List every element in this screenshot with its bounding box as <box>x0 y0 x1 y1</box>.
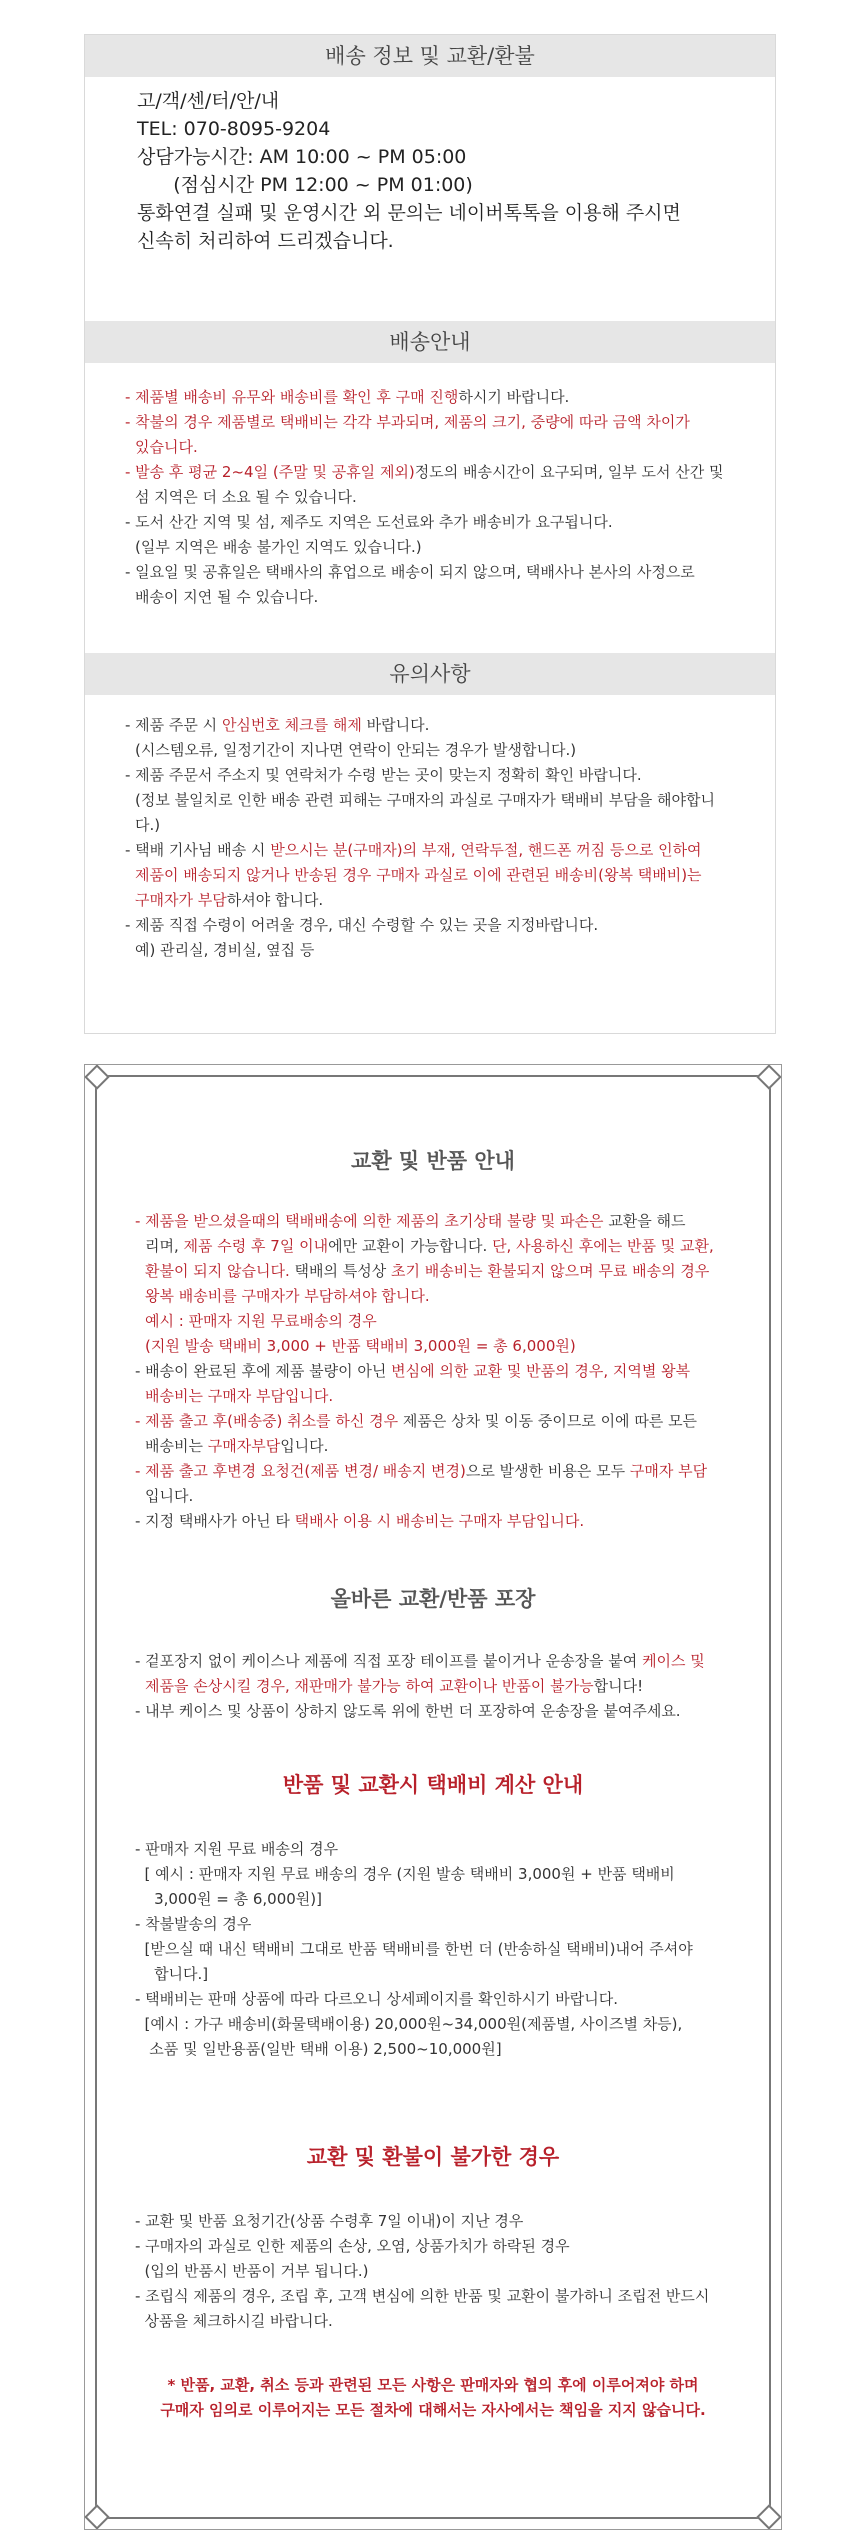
delivery-text: - 발송 후 평균 2~4일 (주말 및 공휴일 제외) <box>125 463 415 481</box>
cs-note: 신속히 처리하여 드리겠습니다. <box>137 230 394 252</box>
notice-text: 안심번호 체크를 해제 <box>221 716 362 734</box>
exchange-text: 에만 교환이 가능합니다. <box>328 1237 493 1255</box>
unavailable-body <box>135 2209 731 2334</box>
exchange-title: 교환 및 반품 안내 <box>351 1149 515 1173</box>
fee-section <box>135 1773 731 1798</box>
notice-text: 제품이 배송되지 않거나 반송된 경우 구매자 과실로 이에 관련된 배송비(왕복 택배비)는 <box>135 866 702 884</box>
delivery-text: - 도서 산간 지역 및 섬, 제주도 지역은 도선료와 추가 배송비가 요구됩니다. <box>125 513 613 531</box>
unavailable-title: 교환 및 환불이 불가한 경우 <box>306 2145 560 2169</box>
exchange-body <box>135 1209 731 1534</box>
cs-note: 통화연결 실패 및 운영시간 외 문의는 네이버톡톡을 이용해 주시면 <box>137 202 681 224</box>
exchange-text: - 지정 택배사가 아닌 타 <box>135 1512 295 1530</box>
delivery-text: 섬 지역은 더 소요 될 수 있습니다. <box>135 488 357 506</box>
packing-text: - 겉포장지 없이 케이스나 제품에 직접 포장 테이프를 붙이거나 운송장을 붙여 <box>135 1652 643 1670</box>
notice-section <box>85 695 775 963</box>
cs-lunch: (점심시간 PM 12:00 ~ PM 01:00) <box>137 174 473 196</box>
disclaimer <box>135 2373 731 2423</box>
disclaimer-text: 구매자 임의로 이루어지는 모든 절차에 대해서는 자사에서는 책임을 지지 않습니다. <box>160 2401 706 2419</box>
delivery-text: 정도의 배송시간이 요구되며, 일부 도서 산간 및 <box>414 463 724 481</box>
fee-title: 반품 및 교환시 택배비 계산 안내 <box>282 1773 584 1797</box>
packing-text: 제품을 손상시킬 경우, 재판매가 불가능 하여 교환이나 반품이 불가능 <box>145 1677 594 1695</box>
unavailable-text: - 구매자의 과실로 인한 제품의 손상, 오염, 상품가치가 하락된 경우 <box>135 2237 570 2255</box>
exchange-text: - 제품 출고 후(배송중) 취소를 하신 경우 <box>135 1412 399 1430</box>
fee-text: - 착불발송의 경우 <box>135 1915 252 1933</box>
exchange-text: 환불이 되지 않습니다. <box>145 1262 290 1280</box>
cs-hours: 상담가능시간: AM 10:00 ~ PM 05:00 <box>137 146 467 168</box>
exchange-text: 택배사 이용 시 배송비는 구매자 부담입니다. <box>294 1512 585 1530</box>
exchange-text: 배송비는 <box>145 1437 208 1455</box>
notice-text: - 제품 직접 수령이 어려울 경우, 대신 수령할 수 있는 곳을 지정바랍니다. <box>125 916 599 934</box>
delivery-text: 하시기 바랍니다. <box>458 388 570 406</box>
exchange-text: 교환을 해드 <box>603 1212 686 1230</box>
delivery-section <box>85 363 775 653</box>
shipping-info-box <box>84 34 776 1034</box>
delivery-text: 배송이 지연 될 수 있습니다. <box>135 588 319 606</box>
exchange-text: - 제품 출고 후변경 요청건(제품 변경/ 배송지 변경) <box>135 1462 466 1480</box>
exchange-text: - 제품을 받으셨을때의 택배배송에 의한 제품의 초기상태 불량 및 파손은 <box>135 1212 604 1230</box>
packing-body <box>135 1649 731 1724</box>
packing-text: 합니다! <box>593 1677 644 1695</box>
exchange-text: 예시 : 판매자 지원 무료배송의 경우 <box>145 1312 377 1330</box>
fee-text: - 택배비는 판매 상품에 따라 다르오니 상세페이지를 확인하시기 바랍니다. <box>135 1990 619 2008</box>
delivery-text: (일부 지역은 배송 불가인 지역도 있습니다.) <box>135 538 422 556</box>
notice-text: 구매자가 부담 <box>135 891 227 909</box>
cs-phone: TEL: 070-8095-9204 <box>137 118 331 140</box>
exchange-text: 제품 수령 후 7일 이내 <box>183 1237 329 1255</box>
notice-text: 예) 관리실, 경비실, 옆집 등 <box>135 941 315 959</box>
notice-text: - 제품 주문서 주소지 및 연락처가 수령 받는 곳이 맞는지 정확히 확인 바랍니다. <box>125 766 642 784</box>
disclaimer-text: * 반품, 교환, 취소 등과 관련된 모든 사항은 판매자와 협의 후에 이루어져야 하며 <box>167 2376 699 2394</box>
delivery-text: - 일요일 및 공휴일은 택배사의 휴업으로 배송이 되지 않으며, 택배사나 본사의 사정으로 <box>125 563 695 581</box>
notice-text: - 택배 기사님 배송 시 <box>125 841 271 859</box>
shipping-info-title: 배송 정보 및 교환/환불 <box>85 35 775 77</box>
fee-body <box>135 1837 731 2062</box>
unavailable-section <box>135 2145 731 2170</box>
notice-text: 바랍니다. <box>361 716 430 734</box>
delivery-text: - 착불의 경우 제품별로 택배비는 각각 부과되며, 제품의 크기, 중량에 따라 금액 차이가 <box>125 413 690 431</box>
exchange-text: 단, 사용하신 후에는 반품 및 교환, <box>492 1237 714 1255</box>
exchange-frame <box>84 1064 782 2530</box>
unavailable-text: - 교환 및 반품 요청기간(상품 수령후 7일 이내)이 지난 경우 <box>135 2212 524 2230</box>
fee-text: [받으실 때 내신 택배비 그대로 반품 택배비를 한번 더 (반송하실 택배비)내어 주셔야 <box>135 1940 693 1958</box>
packing-text: 케이스 및 <box>642 1652 705 1670</box>
notice-text: - 제품 주문 시 <box>125 716 222 734</box>
exchange-text: 으로 발생한 비용은 모두 <box>465 1462 630 1480</box>
notice-text: 받으시는 분(구매자)의 부재, 연락두절, 핸드폰 꺼짐 등으로 인하여 <box>270 841 702 859</box>
fee-text: 소품 및 일반용품(일반 택배 이용) 2,500~10,000원] <box>135 2040 502 2058</box>
exchange-text: 입니다. <box>280 1437 329 1455</box>
delivery-text: - 제품별 배송비 유무와 배송비를 확인 후 구매 진행 <box>125 388 459 406</box>
fee-text: 3,000원 = 총 6,000원)] <box>135 1890 323 1908</box>
packing-text: - 내부 케이스 및 상품이 상하지 않도록 위에 한번 더 포장하여 운송장을 붙여주세요. <box>135 1702 681 1720</box>
exchange-text: 구매자 부담 <box>629 1462 708 1480</box>
exchange-text: 제품은 상차 및 이동 중이므로 이에 따른 모든 <box>398 1412 698 1430</box>
packing-title: 올바른 교환/반품 포장 <box>330 1587 536 1611</box>
exchange-text: - 배송이 완료된 후에 제품 불량이 아닌 <box>135 1362 392 1380</box>
notice-title: 유의사항 <box>85 653 775 695</box>
exchange-text: 변심에 의한 교환 및 반품의 경우, 지역별 왕복 <box>391 1362 691 1380</box>
exchange-text: 배송비는 구매자 부담입니다. <box>145 1387 334 1405</box>
fee-text: [예시 : 가구 배송비(화물택배이용) 20,000원~34,000원(제품별, 사이즈별 차등), <box>135 2015 683 2033</box>
exchange-text: 입니다. <box>145 1487 194 1505</box>
notice-text: 하셔야 합니다. <box>226 891 324 909</box>
exchange-text: 구매자부담 <box>207 1437 281 1455</box>
fee-text: - 판매자 지원 무료 배송의 경우 <box>135 1840 339 1858</box>
exchange-text: 택배의 특성상 <box>289 1262 391 1280</box>
cs-line: 고/객/센/터/안/내 <box>137 90 280 112</box>
exchange-section <box>135 1149 731 1174</box>
delivery-text: 있습니다. <box>135 438 198 456</box>
fee-text: 합니다.] <box>135 1965 209 1983</box>
exchange-text: 왕복 배송비를 구매자가 부담하셔야 합니다. <box>145 1287 430 1305</box>
customer-center-info <box>85 77 775 321</box>
unavailable-text: 상품을 체크하시길 바랍니다. <box>135 2312 333 2330</box>
unavailable-text: (입의 반품시 반품이 거부 됩니다.) <box>135 2262 369 2280</box>
packing-section <box>135 1587 731 1612</box>
exchange-text: (지원 발송 택배비 3,000 + 반품 택배비 3,000원 = 총 6,000원) <box>145 1337 576 1355</box>
notice-text: (정보 불일치로 인한 배송 관련 피해는 구매자의 과실로 구매자가 택배비 부담을 해야합니다.) <box>135 791 715 834</box>
delivery-title: 배송안내 <box>85 321 775 363</box>
notice-text: (시스템오류, 일정기간이 지나면 연락이 안되는 경우가 발생합니다.) <box>135 741 577 759</box>
fee-text: [ 예시 : 판매자 지원 무료 배송의 경우 (지원 발송 택배비 3,000원 + 반품 택배비 <box>135 1865 675 1883</box>
exchange-text: 리며, <box>145 1237 184 1255</box>
unavailable-text: - 조립식 제품의 경우, 조립 후, 고객 변심에 의한 반품 및 교환이 불가하니 조립전 반드시 <box>135 2287 710 2305</box>
exchange-text: 초기 배송비는 환불되지 않으며 무료 배송의 경우 <box>390 1262 710 1280</box>
